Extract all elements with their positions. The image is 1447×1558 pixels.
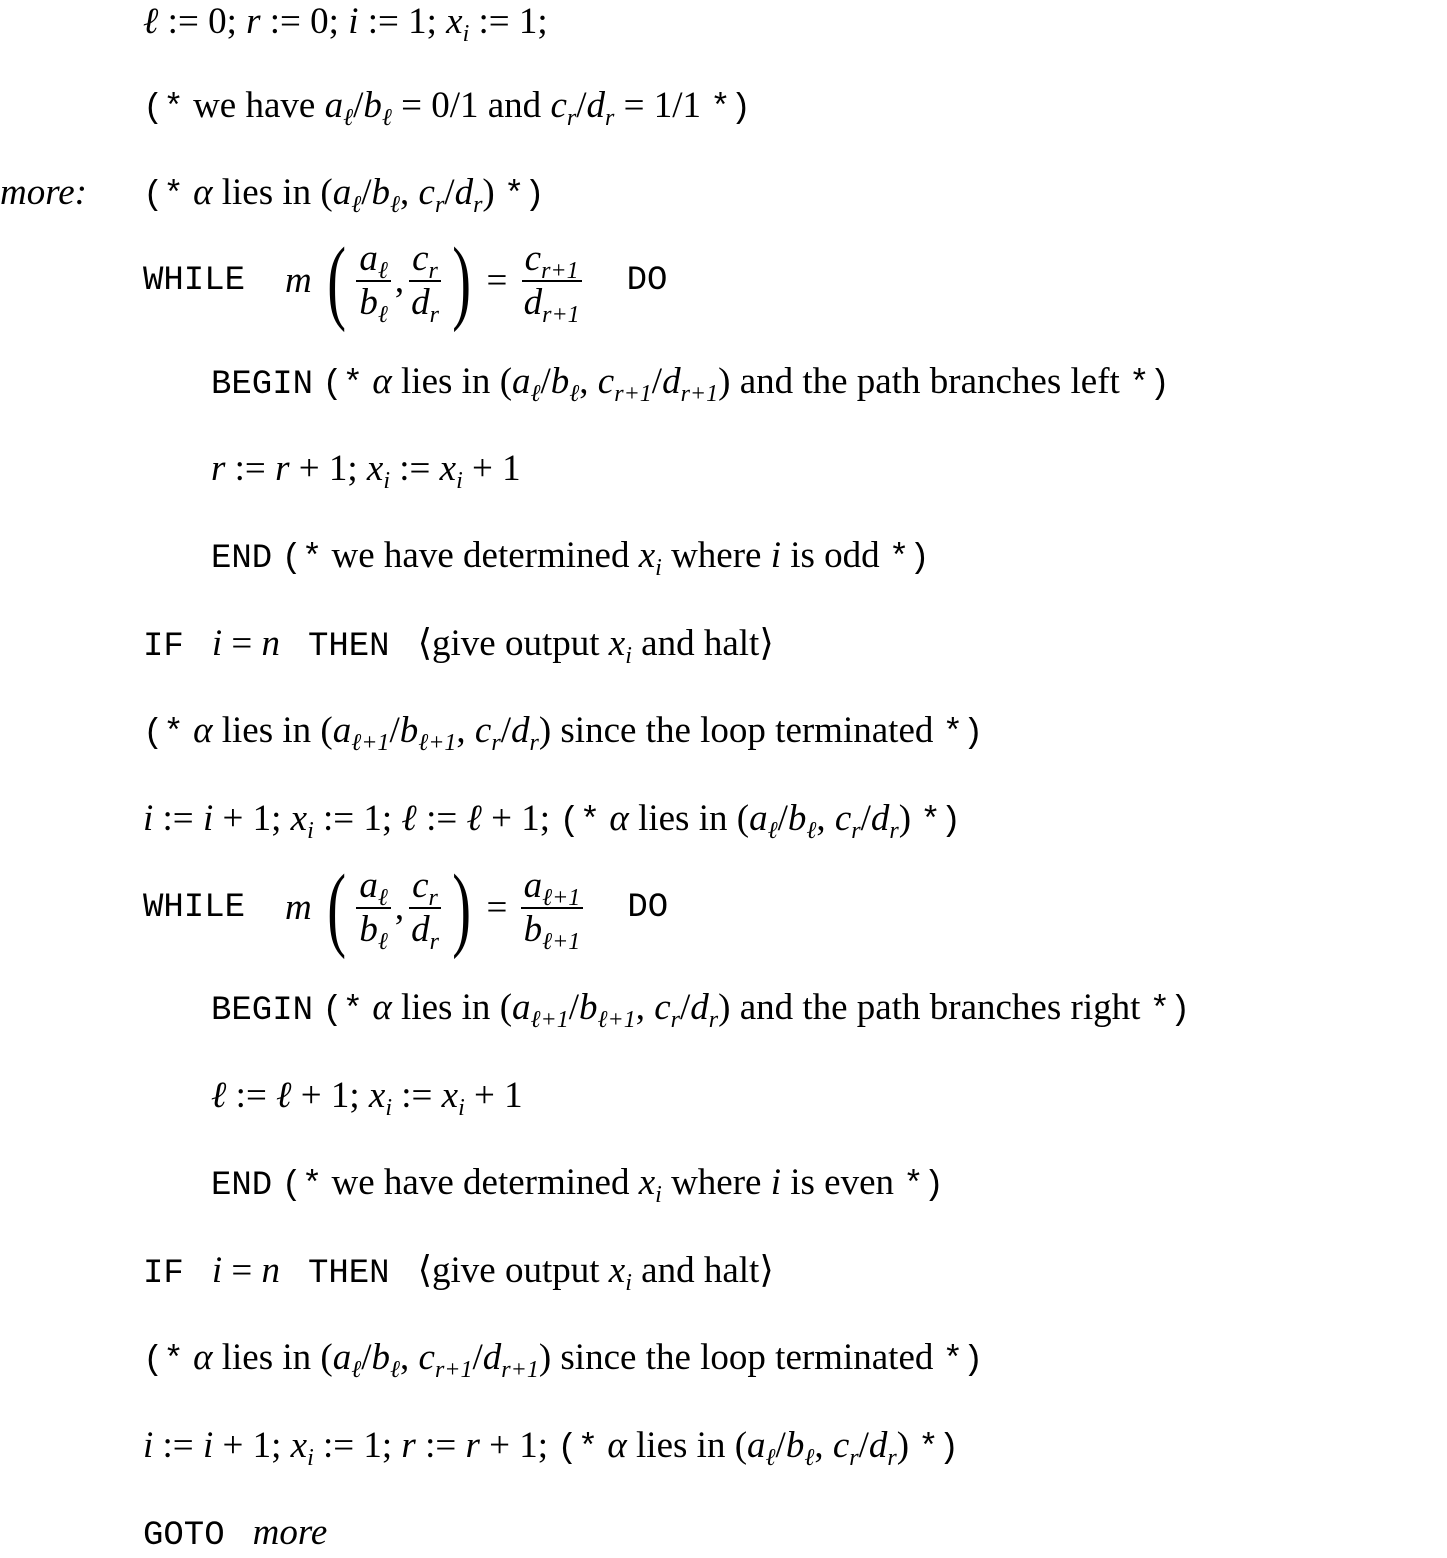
increment-i-and-r: i := i + 1; $x_i$ := 1; r := r + 1; (* α lies in ($a_\ell/b_\ell$, $c_r/d_r$) *)	[143, 1425, 960, 1471]
if-halt-2: IF i = n THEN ⟨give output $x_i$ and halt⟩	[143, 1250, 774, 1296]
increment-i-and-l: i := i + 1; $x_i$ := 1; ℓ := ℓ + 1; (* α lies in ($a_\ell/b_\ell$, $c_r/d_r$) *)	[143, 798, 962, 844]
comment-initial-values: (* we have $a_\ell/b_\ell = 0/1$ and $c_r/d_r = 1/1$ *)	[143, 85, 752, 131]
increment-r: r := r + 1; $x_i$ := $x_i + 1$	[211, 448, 521, 494]
begin-block-1: BEGIN (* α lies in ($a_\ell/b_\ell$, $c_{r+1}/d_{r+1}$) and the path branches left *)	[211, 361, 1170, 407]
end-block-1: END (* we have determined $x_i$ where i is odd *)	[211, 535, 930, 581]
increment-l: ℓ := ℓ + 1; $x_i$ := $x_i + 1$	[211, 1075, 523, 1121]
label-more: more:	[0, 172, 87, 213]
comment-loop-terminated-1: (* α lies in ($a_{\ell+1}/b_{\ell+1}$, $c_r/d_r$) since the loop terminated *)	[143, 710, 984, 756]
while-loop-1: WHILE m ( $\frac{a_\ell}{b_\ell}$ , $\frac{c_r}{d_r}$ ) = $\frac{c_{r+1}}{d_{r+1}}$ DO	[143, 228, 668, 333]
comment-alpha-interval: (* α lies in ($a_\ell/b_\ell$, $c_r/d_r$) *)	[143, 172, 545, 218]
while-loop-2: WHILE m ( $\frac{a_\ell}{b_\ell}$ , $\frac{c_r}{d_r}$ ) = $\frac{a_{\ell+1}}{b_{\ell+1}}$ DO	[143, 855, 669, 960]
init-statement: ℓ := 0; r := 0; i := 1; $x_i$ := 1;	[143, 1, 548, 47]
if-halt-1: IF i = n THEN ⟨give output $x_i$ and halt⟩	[143, 623, 774, 669]
end-block-2: END (* we have determined $x_i$ where i is even *)	[211, 1162, 945, 1208]
goto-more: GOTO more	[143, 1512, 328, 1555]
comment-loop-terminated-2: (* α lies in ($a_\ell/b_\ell$, $c_{r+1}/d_{r+1}$) since the loop terminated *)	[143, 1337, 984, 1383]
begin-block-2: BEGIN (* α lies in ($a_{\ell+1}/b_{\ell+1}$, $c_r/d_r$) and the path branches right *)	[211, 987, 1191, 1033]
